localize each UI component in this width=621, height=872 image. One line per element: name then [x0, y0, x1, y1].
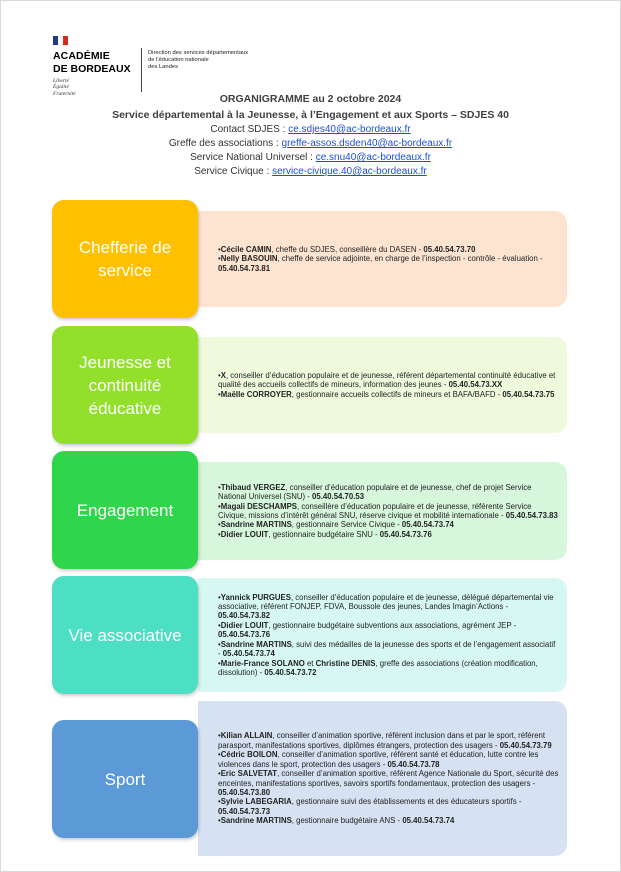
staff-name: Thibaud VERGEZ: [220, 482, 286, 492]
contact-sdjes: Contact SDJES : ce.sdjes40@ac-bordeaux.fr: [210, 124, 411, 135]
academie-logo: [50, 28, 280, 98]
contact-snu-link[interactable]: ce.snu40@ac-bordeaux.fr: [315, 152, 431, 163]
staff-role: , cheffe du SDJES, conseillère du DASEN -: [271, 244, 424, 254]
staff-entry: [218, 731, 559, 750]
staff-name: Sandrine MARTINS: [220, 816, 292, 826]
staff-entry: [218, 816, 559, 825]
staff-name: Nelly BASOUIN: [220, 254, 278, 264]
marianne-flag-icon: [53, 36, 68, 45]
section-label-chefferie: Chefferie de service: [52, 200, 198, 318]
staff-role: , gestionnaire budgétaire ANS -: [291, 816, 403, 826]
staff-phone: 05.40.54.73.70: [423, 244, 476, 254]
staff-role: , gestionnaire accueils collectifs de mineurs et BAFA/BAFD -: [291, 389, 503, 399]
document-header: [0, 93, 621, 178]
staff-phone: 05.40.54.73.74: [222, 649, 275, 659]
contact-service-civique: Service Civique : service-civique.40@ac-bordeaux.fr: [194, 166, 427, 177]
staff-name: Cécile CAMIN: [220, 244, 272, 254]
staff-role: , suivi des médailles de la jeunesse des sports et de l’engagement associatif -: [218, 639, 556, 659]
document-title: ORGANIGRAMME au 2 octobre 2024: [219, 93, 402, 105]
staff-role: , conseiller d’animation sportive, référent Agence Nationale du Sport, sécurité des enceintes, manifestations sportives, savoirs sportifs fondamentaux, protection des usagers -: [218, 769, 559, 788]
staff-phone: 05.40.54.73.74: [402, 816, 455, 826]
staff-role: , conseiller d’éducation populaire et de jeunesse, référent départemental continuité éducative et qualité des accueils collectifs de mineurs, information des jeunes -: [218, 370, 556, 390]
bullet-icon: •: [218, 244, 221, 254]
staff-entry: [218, 502, 559, 521]
bullet-icon: •: [218, 592, 221, 602]
staff-name: Cédric BOILON: [220, 750, 278, 760]
staff-name: Maëlle CORROYER: [220, 389, 292, 399]
staff-entry: [218, 621, 559, 640]
staff-phone: 05.40.54.73.80: [218, 787, 271, 797]
staff-name: Christine DENIS: [315, 658, 376, 668]
staff-phone: 05.40.54.73.72: [264, 667, 317, 677]
staff-role: , conseiller d’éducation populaire et de jeunesse, délégué départemental vie associative, référent FONJEP, FDVA, Boussole des jeunes, Landes Imagin’Actions -: [218, 592, 554, 612]
staff-role: , gestionnaire budgétaire SNU -: [268, 529, 380, 539]
staff-role: , conseiller d’animation sportive, référent inclusion dans et par le sport, référent parasport, manifestations sportives, diplômes étrangers, protection des usagers -: [218, 731, 546, 750]
bullet-icon: •: [218, 389, 221, 399]
contact-snu: Service National Universel : ce.snu40@ac-bordeaux.fr: [190, 152, 431, 163]
staff-phone: 05.40.54.70.53: [312, 492, 365, 502]
staff-entry: [218, 530, 559, 539]
section-content-engagement: [198, 462, 567, 560]
staff-name: Didier LOUIT: [220, 620, 269, 630]
staff-name: Sandrine MARTINS: [220, 520, 292, 530]
bullet-icon: •: [218, 750, 221, 760]
staff-role: , conseiller d’animation sportive, référent santé et éducation, lutte contre les violences dans le sport, protection des usagers -: [218, 750, 539, 769]
staff-name: Marie-France SOLANO: [220, 658, 305, 668]
section-content-vie-associative: [198, 578, 567, 692]
staff-role: , gestionnaire suivi des établissements et des éducateurs sportifs -: [291, 797, 522, 807]
staff-role: , conseillère d’éducation populaire et de jeunesse, référente Service Civique, missions d’intérêt général SNU, réserve civique et mobilité internationale -: [218, 501, 532, 520]
staff-name: Sandrine MARTINS: [220, 639, 292, 649]
staff-role: , gestionnaire Service Civique -: [291, 520, 402, 530]
section-vie-associative: [52, 576, 567, 694]
contact-service-civique-link[interactable]: service-civique.40@ac-bordeaux.fr: [272, 166, 427, 177]
staff-phone: 05.40.54.73.76: [379, 529, 432, 539]
section-sport: [52, 701, 567, 856]
contact-sdjes-link[interactable]: ce.sdjes40@ac-bordeaux.fr: [288, 124, 411, 135]
service-title: Service départemental à la Jeunesse, à l’Engagement et aux Sports – SDJES 40: [112, 109, 509, 121]
bullet-icon: •: [218, 816, 221, 826]
staff-role: , gestionnaire budgétaire subventions aux associations, agrément JEP -: [268, 620, 517, 630]
bullet-icon: •: [218, 731, 221, 741]
name-separator: et: [304, 658, 316, 668]
staff-entry: [218, 245, 559, 254]
staff-entry: [218, 483, 559, 502]
staff-role: , conseiller d’éducation populaire et de jeunesse, chef de projet Service National Universel (SNU) -: [218, 482, 532, 502]
staff-entry: [218, 520, 559, 529]
staff-role: , cheffe de service adjointe, en charge de l’inspection - contrôle - évaluation -: [277, 254, 543, 264]
bullet-icon: •: [218, 254, 221, 264]
staff-name: X: [220, 370, 226, 380]
contact-greffe: Greffe des associations : greffe-assos.dsden40@ac-bordeaux.fr: [168, 138, 453, 149]
staff-entry: [218, 390, 559, 399]
section-label-sport: Sport: [52, 720, 198, 838]
bullet-icon: •: [218, 797, 221, 807]
section-label-engagement: Engagement: [52, 451, 198, 569]
direction-name: Direction des services départementaux de l'éducation nationale des Landes: [148, 50, 249, 71]
staff-role: , greffe des associations (création modification, dissolution) -: [218, 658, 538, 677]
bullet-icon: •: [218, 482, 221, 492]
section-content-jeunesse: [198, 337, 567, 433]
bullet-icon: •: [218, 501, 221, 511]
staff-phone: 05.40.54.73.XX: [448, 380, 503, 390]
staff-name: Yannick PURGUES: [220, 592, 291, 602]
staff-phone: 05.40.54.73.79: [499, 740, 552, 750]
staff-name: Sylvie LABEGARIA: [220, 797, 292, 807]
staff-phone: 05.40.54.73.74: [401, 520, 454, 530]
section-jeunesse: [52, 326, 567, 444]
staff-phone: 05.40.54.73.76: [218, 630, 271, 640]
contact-greffe-link[interactable]: greffe-assos.dsden40@ac-bordeaux.fr: [281, 138, 453, 149]
bullet-icon: •: [218, 520, 221, 530]
section-engagement: [52, 451, 567, 569]
staff-entry: [218, 640, 559, 659]
republic-motto: Liberté Égalité Fraternité: [53, 78, 76, 97]
bullet-icon: •: [218, 639, 221, 649]
staff-name: Didier LOUIT: [220, 529, 269, 539]
staff-name: Magali DESCHAMPS: [220, 501, 297, 511]
staff-entry: [218, 593, 559, 621]
section-chefferie: [52, 200, 567, 318]
bullet-icon: •: [218, 370, 221, 380]
staff-entry: [218, 371, 559, 390]
staff-entry: [218, 254, 559, 273]
bullet-icon: •: [218, 529, 221, 539]
section-label-vie-associative: Vie associative: [52, 576, 198, 694]
logo-academie-text: ACADÉMIE: [53, 50, 110, 62]
section-content-chefferie: [198, 211, 567, 307]
bullet-icon: •: [218, 769, 221, 779]
staff-name: Kilian ALLAIN: [220, 731, 273, 741]
logo-bordeaux-text: DE BORDEAUX: [53, 63, 131, 75]
staff-entry: [218, 797, 559, 816]
section-content-sport: [198, 701, 567, 856]
staff-phone: 05.40.54.73.81: [218, 263, 271, 273]
bullet-icon: •: [218, 620, 221, 630]
staff-phone: 05.40.54.73.73: [218, 806, 271, 816]
bullet-icon: •: [218, 658, 221, 668]
staff-phone: 05.40.54.73.82: [218, 611, 271, 621]
staff-phone: 05.40.54.73.78: [387, 759, 440, 769]
staff-name: Eric SALVETAT: [220, 769, 278, 779]
staff-entry: [218, 750, 559, 769]
staff-phone: 05.40.54.73.75: [502, 389, 555, 399]
section-label-jeunesse: Jeunesse et continuité éducative: [52, 326, 198, 444]
logo-separator: [141, 48, 142, 92]
staff-phone: 05.40.54.73.83: [505, 511, 558, 520]
staff-entry: [218, 659, 559, 678]
staff-entry: [218, 769, 559, 797]
